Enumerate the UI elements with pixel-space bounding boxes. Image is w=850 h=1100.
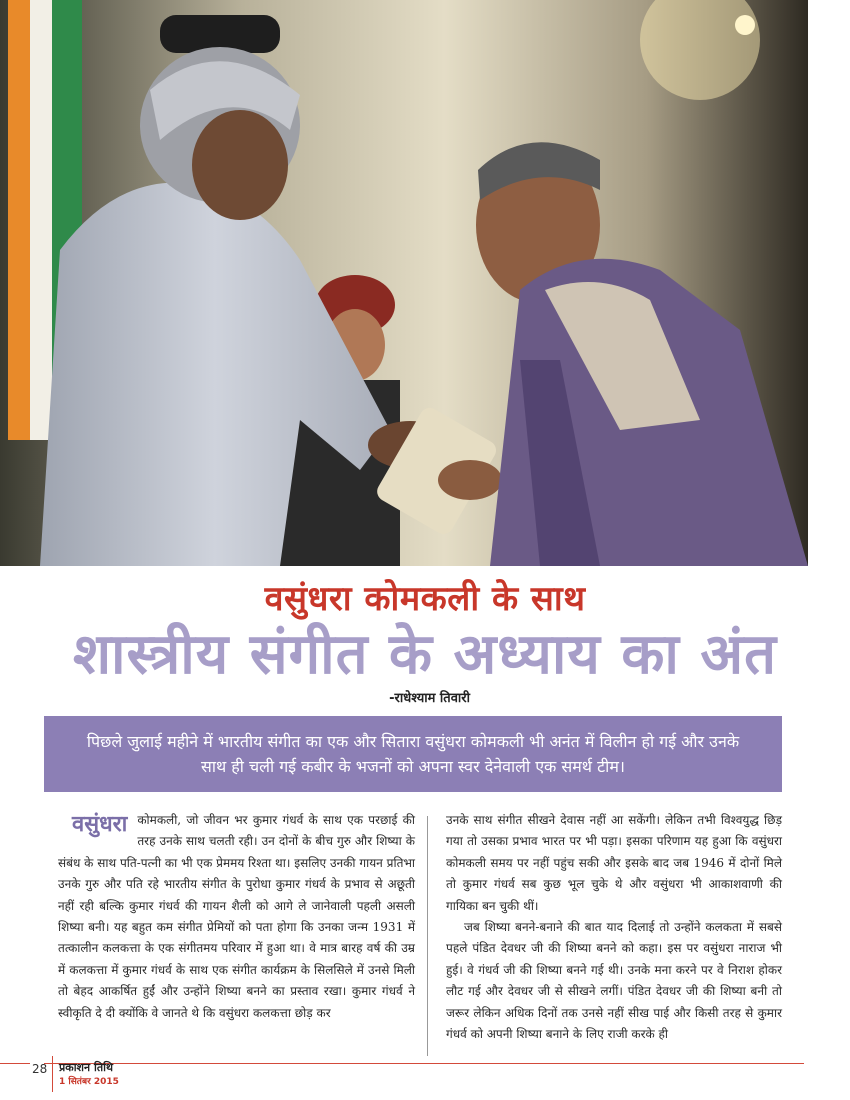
left-paragraph-1: कोमकली, जो जीवन भर कुमार गंधर्व के साथ एक परछाई की तरह उनके साथ चलती रही। उन दोनों के बीच गुरु और शिष्या के संबंध के साथ पति-पत्नी का भी एक प्रेममय रिश्ता था। इसलिए उनकी गायन प्रतिभा उनके गुरु और पति रहे भारतीय संगीत के पुरोधा कुमार गंधर्व के प्रभाव से अछूती नहीं रही बल्कि कुमार गंधर्व की गायन शैली को आगे ले जानेवाली पहली असली शिष्या बनी। यह बहुत कम संगीत प्रेमियों को पता होगा कि उनका जन्म 1931 में तत्कालीन कलकत्ता के एक संगीतमय परिवार में हुआ था। वे मात्र बारह वर्ष की उम्र में कलकत्ता में कुमार गंधर्व के साथ एक संगीत कार्यक्रम के सिलसिले में उनसे मिली तो बेहद आकर्षित हुईं और उन्होंने शिष्या बनने का प्रस्ताव रखा। कुमार गंधर्व ने स्वीकृति दे दी क्योंकि वे जानते थे कि वसुंधरा कलकत्ता छोड़ कर — [58, 813, 415, 1020]
publication-label: प्रकाशन तिथि — [59, 1061, 113, 1074]
column-divider — [427, 816, 428, 1056]
award-ceremony-photo — [0, 0, 808, 566]
footer-rule — [44, 1063, 804, 1064]
intro-text: पिछले जुलाई महीने में भारतीय संगीत का एक और सितारा वसुंधरा कोमकली भी अनंत में विलीन हो गई और उनके साथ ही चली गई कबीर के भजनों को अपना स्वर देनेवाली एक समर्थ टीम। — [86, 732, 740, 776]
article-headline: शास्त्रीय संगीत के अध्याय का अंत — [72, 622, 778, 687]
intro-box — [44, 716, 782, 792]
article-photo — [0, 0, 808, 566]
right-column — [446, 810, 782, 1045]
right-paragraph-2: जब शिष्या बनने-बनाने की बात याद दिलाई तो उन्होंने कलकता में सबसे पहले पंडित देवधर जी की शिष्या बनने को कहा। इस पर वसुंधरा नाराज भी हुई। वे गंधर्व जी की शिष्या बनने गई थी। उनके मना करने पर वे निराश होकर लौट गई और देवधर जी से सीखने लगीं। पंडित देवधर जी की शिष्या बनी तो जरूर लेकिन अधिक दिनों तक उनसे नहीं सीख पाई और किसी तरह से कुमार गंधर्व को अपनी शिष्या बनाने के लिए राजी करके ही — [446, 920, 782, 1042]
publication-date: 1 सितंबर 2015 — [59, 1077, 119, 1087]
dropcap-word: वसुंधरा — [72, 812, 128, 837]
right-paragraph-1: उनके साथ संगीत सीखने देवास नहीं आ सकेंगी। लेकिन तभी विश्वयुद्ध छिड़ गया तो उसका प्रभाव भारत पर भी पड़ा। इसका परिणाम यह हुआ कि वसुंधरा कोमकली समय पर नहीं पहुंच सकी और इसके बाद जब 1946 में दोनों मिले तो कुमार गंधर्व सब कुछ भूल चुके थे और वसुंधरा भी आकाशवाणी की गायिका बन चुकी थीं। — [446, 813, 782, 913]
footer-rule-left — [0, 1063, 30, 1064]
footer-separator — [52, 1056, 53, 1092]
article-byline: -राधेश्याम तिवारी — [389, 691, 470, 706]
article-kicker: वसुंधरा कोमकली के साथ — [264, 579, 586, 619]
page-number: 28 — [32, 1062, 48, 1076]
left-column — [58, 810, 415, 1024]
